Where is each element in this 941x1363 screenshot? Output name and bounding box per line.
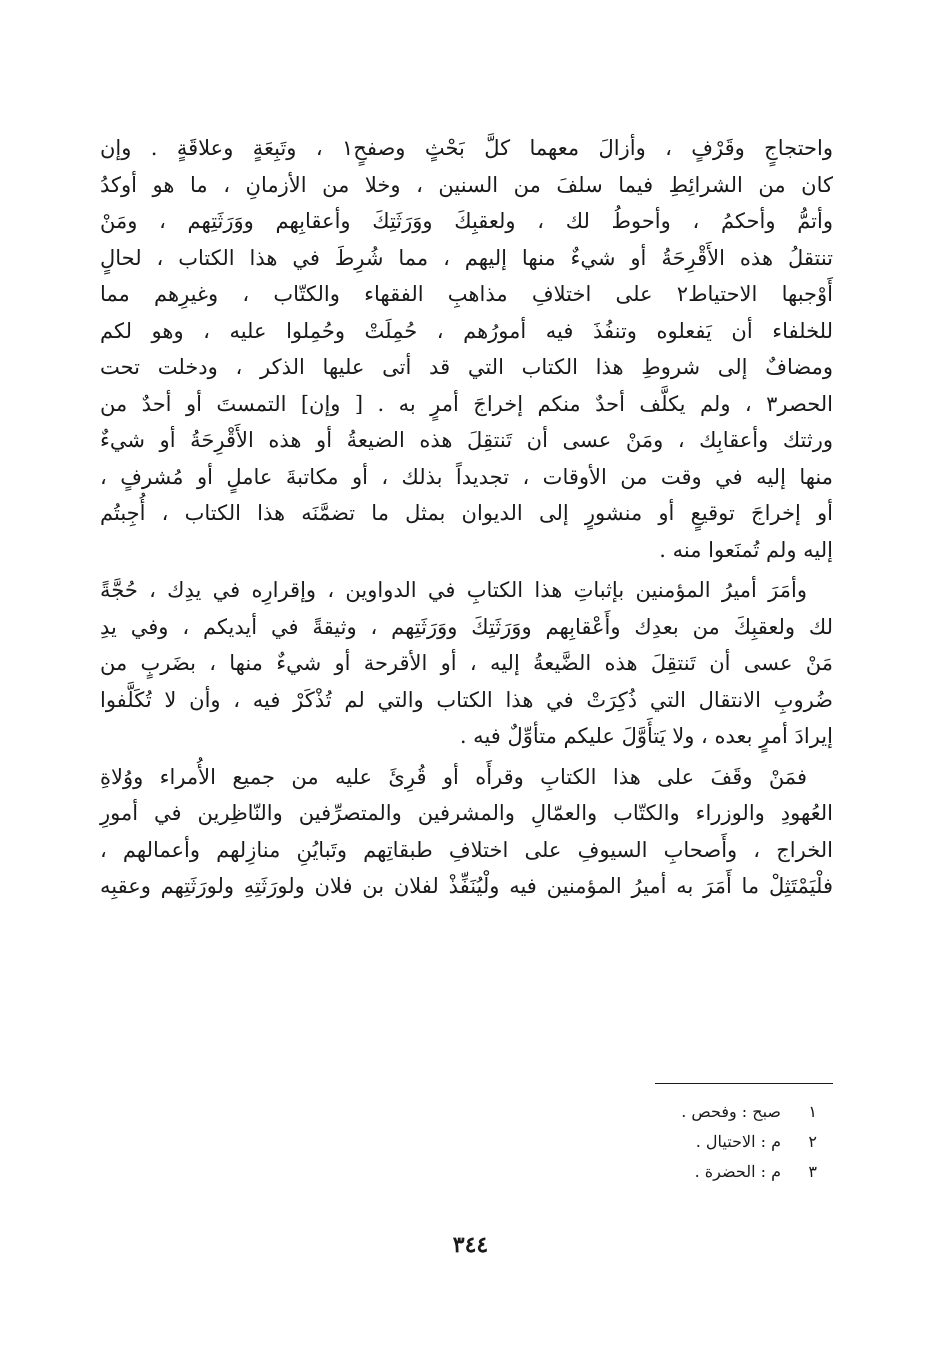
text-line: ومضافٌ إلى شروطِ هذا الكتاب التي قد أتى عليها الذكر ، ودخلت تحت <box>100 355 833 379</box>
footnote-text: م : الحضرة . <box>694 1162 781 1181</box>
text-line: للخلفاء أن يَفعلوه وتنفُذَ فيه أمورُهم ، حُمِلَتْ وحُمِلوا عليه ، وهو لكم <box>100 318 833 343</box>
text-line: واحتجاجٍ وقَرْفٍ ، وأزالَ معهما كلَّ بَحْثٍ وصفحٍ١ ، وتَبِعَةٍ وعلاقَةٍ . وإن <box>100 136 833 160</box>
footnote-number: ٣ <box>808 1162 817 1181</box>
text-line: مَنْ عسى أن تَنتقِلَ هذه الضَّيعةُ إليه ، أو الأقرحة أو شيءٌ منها ، بضَربٍ من <box>100 651 833 675</box>
text-line: تنتقلُ هذه الأَقْرِحَةُ أو شيءٌ منها إليهم ، مما شُرِطَ في هذا الكتاب ، لحالٍ <box>100 245 833 270</box>
text-line: فمَنْ وقَفَ على هذا الكتابِ وقرأَه أو قُرِئَ عليه من جميع الأُمراء ووُلاةِ <box>100 764 807 789</box>
text-line: أَوْجبها الاحتياط٢ على اختلافِ مذاهبِ الفقهاء والكتّاب ، وغيرِهم مما <box>100 282 833 306</box>
footnote-number: ١ <box>808 1102 817 1121</box>
footnote-divider <box>655 1083 833 1084</box>
text-line: إيرادَ أمرٍ بعده ، ولا يَتأَوَّلَ عليكم متأوِّلٌ فيه . <box>459 724 833 748</box>
text-line: كان من الشرائِطِ فيما سلفَ من السنين ، وخلا من الأزمانِ ، ما هو أوكدُ <box>100 172 833 197</box>
footnote-text: م : الاحتيال . <box>695 1132 781 1151</box>
paragraph-1 <box>100 130 833 568</box>
text-line: ورثتك وأعقابِك ، ومَنْ عسى أن تَنتقِلَ هذه الضيعةُ أو هذه الأَقْرِحَةُ أو شيءٌ <box>100 428 833 452</box>
paragraph-2 <box>100 572 833 755</box>
text-line: لك ولعقبِكَ من بعدِك وأَعْقابِهم ووَرَثَتِكَ ووَرَثَتِهم ، وثيقةً في أيديكم ، وفي يدِ <box>100 614 833 639</box>
text-line: العُهودِ والوزراء والكتّاب والعمّالِ والمشرفين والمتصرِّفين والنّاظِرين في أمورِ <box>100 801 833 825</box>
text-line: ضُروبِ الانتقال التي ذُكِرَتْ في هذا الكتاب والتي لم تُذْكَرْ فيه ، وأن لا تُكَلَّفوا <box>100 687 833 712</box>
text-line: وأمَرَ أميرُ المؤمنين بإثباتِ هذا الكتابِ في الدواوين ، وإقرارِه في يدِك ، حُجَّةً <box>100 578 807 602</box>
footnotes <box>517 1097 817 1187</box>
text-line: الحصر٣ ، ولم يكلَّف أحدٌ منكم إخراجَ أمرٍ به . [ وإن] التمستَ أو أحدٌ من <box>100 391 833 416</box>
footnote-item <box>517 1127 817 1157</box>
text-line: الخراج ، وأَصحابِ السيوفِ على اختلافِ طبقاتِهم وتَبايُنِ منازِلهم وأعمالهم ، <box>100 837 833 862</box>
text-line: إليه ولم تُمنَعوا منه . <box>659 537 833 562</box>
footnote-item <box>517 1097 817 1127</box>
text-line: وأتمُّ وأحكمُ ، وأحوطُ لك ، ولعقبِكَ ووَرَثَتِكَ وأعقابِهم ووَرَثَتِهم ، ومَنْ <box>100 209 833 233</box>
footnote-number: ٢ <box>808 1132 817 1151</box>
text-line: أو إخراجَ توقيعٍ أو منشورٍ إلى الديوان بمثل ما تضمَّنَه هذا الكتاب ، أُجِبتُم <box>100 501 833 525</box>
page-number: ٣٤٤ <box>452 1232 489 1258</box>
text-line: منها إليه في وقت من الأوقات ، تجديداً بذلك ، أو مكاتبةَ عاملٍ أو مُشرفٍ ، <box>100 464 833 489</box>
text-line: فلْيَمْتَثِلْ ما أَمَرَ به أميرُ المؤمنين فيه ولْيُنَفِّذْ لفلان بن فلان ولورَثَتِهِ ولورَثَتِهم وعقبِه <box>100 874 833 898</box>
footnote-item <box>517 1157 817 1187</box>
footnote-text: صبح : وفحص . <box>681 1102 781 1121</box>
paragraph-3 <box>100 759 833 905</box>
main-text <box>100 130 833 905</box>
